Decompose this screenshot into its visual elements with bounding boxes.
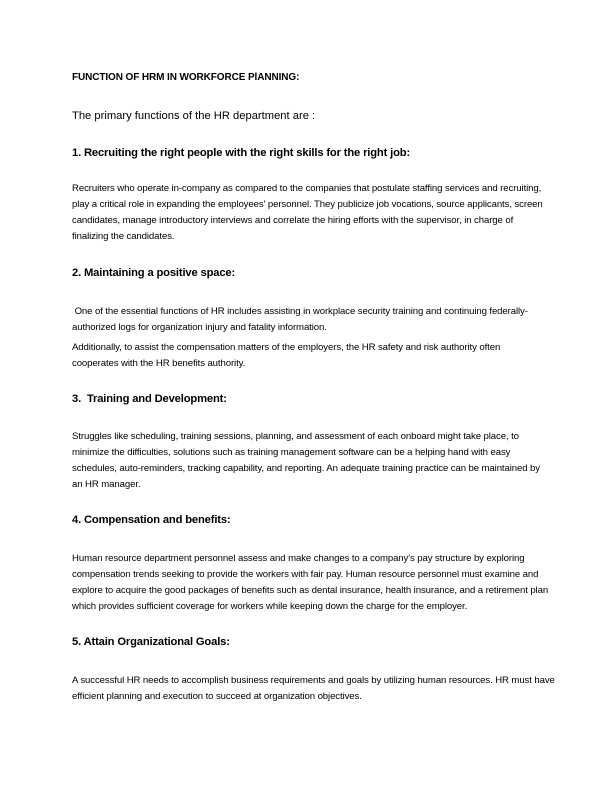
text-line: finalizing the candidates. — [72, 231, 175, 242]
text-line: an HR manager. — [72, 479, 141, 490]
text-line: Recruiters who operate in-company as compared to the companies that postulate staffing services and recruiting, — [72, 183, 542, 194]
text-line: Additionally, to assist the compensation matters of the employers, the HR safety and risk authority often — [72, 342, 501, 353]
text-line: Human resource department personnel assess and make changes to a company's pay structure by exploring — [72, 553, 525, 564]
text-line: A successful HR needs to accomplish business requirements and goals by utilizing human resources. HR must have — [72, 675, 555, 686]
text-line: Struggles like scheduling, training sessions, planning, and assessment of each onboard might take place, to — [72, 431, 519, 442]
text-line: authorized logs for organization injury and fatality information. — [72, 322, 327, 333]
text-line: explore to acquire the good packages of benefits such as dental insurance, health insurance, and a retirement plan — [72, 585, 549, 596]
paragraph-positive-space-1 — [72, 304, 528, 336]
text-line: One of the essential functions of HR includes assisting in workplace security training and continuing federally- — [72, 306, 528, 317]
section-heading-organizational-goals: 5. Attain Organizational Goals: — [72, 636, 230, 648]
paragraph-organizational-goals — [72, 673, 555, 705]
intro-text: The primary functions of the HR department are : — [72, 110, 316, 122]
section-heading-compensation: 4. Compensation and benefits: — [72, 514, 231, 526]
text-line: play a critical role in expanding the employees' personnel. They publicize job vocations, source applicants, screen — [72, 199, 543, 210]
paragraph-compensation — [72, 551, 548, 615]
paragraph-positive-space-2 — [72, 340, 500, 372]
text-line: minimize the difficulties, solutions such as training management software can be a helping hand with easy — [72, 447, 511, 458]
paragraph-recruiting — [72, 181, 543, 245]
document-title: FUNCTION OF HRM IN WORKFORCE PlANNING: — [72, 72, 300, 83]
text-line: which provides sufficient coverage for workers while keeping down the charge for the employer. — [72, 601, 468, 612]
text-line: efficient planning and execution to succeed at organization objectives. — [72, 691, 362, 702]
text-line: compensation trends seeking to provide the workers with fair pay. Human resource personnel must examine and — [72, 569, 539, 580]
section-heading-positive-space: 2. Maintaining a positive space: — [72, 267, 236, 279]
text-line: cooperates with the HR benefits authority. — [72, 358, 246, 369]
paragraph-training — [72, 429, 540, 493]
text-line: candidates, manage introductory interviews and correlate the hiring efforts with the supervisor, in charge of — [72, 215, 514, 226]
section-heading-recruiting: 1. Recruiting the right people with the right skills for the right job: — [72, 147, 411, 159]
section-heading-training: 3. Training and Development: — [72, 393, 227, 405]
text-line: schedules, auto-reminders, tracking capability, and reporting. An adequate training practice can be maintained by — [72, 463, 540, 474]
